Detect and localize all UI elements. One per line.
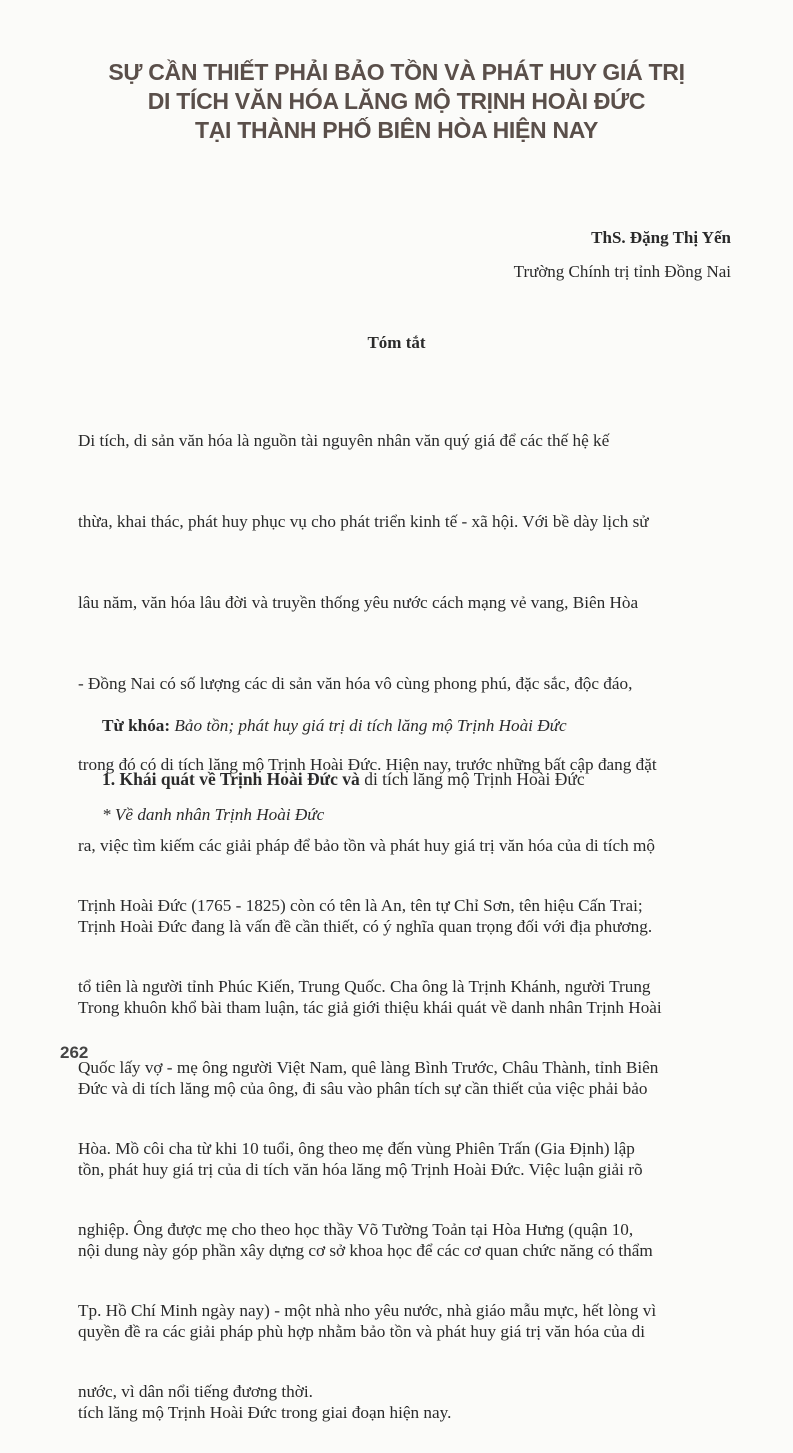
subsection-heading: * Về danh nhân Trịnh Hoài Đức [102, 805, 325, 824]
author-affiliation: Trường Chính trị tỉnh Đồng Nai [513, 262, 731, 281]
abstract-line: Đức và di tích lăng mộ của ông, đi sâu vào phân tích sự cần thiết của việc phải bảo [78, 1079, 648, 1098]
keywords-label: Từ khóa: [102, 716, 171, 735]
abstract-line: quyền đề ra các giải pháp phù hợp nhằm bảo tồn và phát huy giá trị văn hóa của di [78, 1322, 646, 1341]
section-heading [102, 769, 585, 790]
abstract-line: tồn, phát huy giá trị của di tích văn hóa lăng mộ Trịnh Hoài Đức. Việc luận giải rõ [78, 1160, 643, 1179]
abstract-line: nội dung này góp phần xây dựng cơ sở khoa học để các cơ quan chức năng có thẩm [78, 1241, 653, 1260]
abstract-line: tích lăng mộ Trịnh Hoài Đức trong giai đoạn hiện nay. [78, 1403, 452, 1422]
abstract-heading: Tóm tắt [367, 333, 426, 352]
paragraph-line: Tp. Hồ Chí Minh ngày nay) - một nhà nho yêu nước, nhà giáo mẫu mực, hết lòng vì [78, 1301, 657, 1320]
abstract-line: - Đồng Nai có số lượng các di sản văn hóa vô cùng phong phú, đặc sắc, độc đáo, [78, 674, 633, 693]
keywords [102, 716, 567, 736]
abstract-line: Trong khuôn khổ bài tham luận, tác giả giới thiệu khái quát về danh nhân Trịnh Hoài [78, 998, 662, 1017]
abstract-line: Di tích, di sản văn hóa là nguồn tài nguyên nhân văn quý giá để các thế hệ kế [78, 431, 610, 450]
body-paragraph [78, 838, 736, 1432]
title-line-1: SỰ CẦN THIẾT PHẢI BẢO TỒN VÀ PHÁT HUY GIÁ TRỊ [108, 59, 685, 85]
title-line-2: DI TÍCH VĂN HÓA LĂNG MỘ TRỊNH HOÀI ĐỨC [147, 88, 646, 114]
abstract-line: trong đó có di tích lăng mộ Trịnh Hoài Đức. Hiện nay, trước những bất cập đang đặt [78, 755, 657, 774]
paragraph-line: Quốc lấy vợ - mẹ ông người Việt Nam, quê làng Bình Trước, Châu Thành, tỉnh Biên [78, 1058, 659, 1077]
section-heading-bold: 1. Khái quát về Trịnh Hoài Đức và [102, 769, 360, 789]
article-title [60, 58, 733, 145]
abstract-line: lâu năm, văn hóa lâu đời và truyền thống yêu nước cách mạng vẻ vang, Biên Hòa [78, 593, 639, 612]
paragraph-line: nước, vì dân nổi tiếng đương thời. [78, 1382, 313, 1401]
section-heading-rest: di tích lăng mộ Trịnh Hoài Đức [359, 769, 585, 789]
paragraph-line: Trịnh Hoài Đức (1765 - 1825) còn có tên là An, tên tự Chỉ Sơn, tên hiệu Cấn Trai; [78, 896, 643, 915]
keywords-text: Bảo tồn; phát huy giá trị di tích lăng mộ Trịnh Hoài Đức [170, 716, 567, 735]
paragraph-line: tổ tiên là người tỉnh Phúc Kiến, Trung Quốc. Cha ông là Trịnh Khánh, người Trung [78, 977, 651, 996]
abstract-line: thừa, khai thác, phát huy phục vụ cho phát triển kinh tế - xã hội. Với bề dày lịch sử [78, 512, 649, 531]
page-number: 262 [60, 1043, 89, 1062]
abstract-line: Trịnh Hoài Đức đang là vấn đề cần thiết, có ý nghĩa quan trọng đối với địa phương. [78, 917, 653, 936]
title-line-3: TẠI THÀNH PHỐ BIÊN HÒA HIỆN NAY [194, 117, 599, 143]
paragraph-line: Hòa. Mồ côi cha từ khi 10 tuổi, ông theo mẹ đến vùng Phiên Trấn (Gia Định) lập [78, 1139, 635, 1158]
paragraph-line: nghiệp. Ông được mẹ cho theo học thầy Võ Tường Toản tại Hòa Hưng (quận 10, [78, 1220, 634, 1239]
abstract-line: ra, việc tìm kiếm các giải pháp để bảo tồn và phát huy giá trị văn hóa của di tích mộ [78, 836, 656, 855]
author-name: ThS. Đặng Thị Yến [591, 228, 731, 247]
